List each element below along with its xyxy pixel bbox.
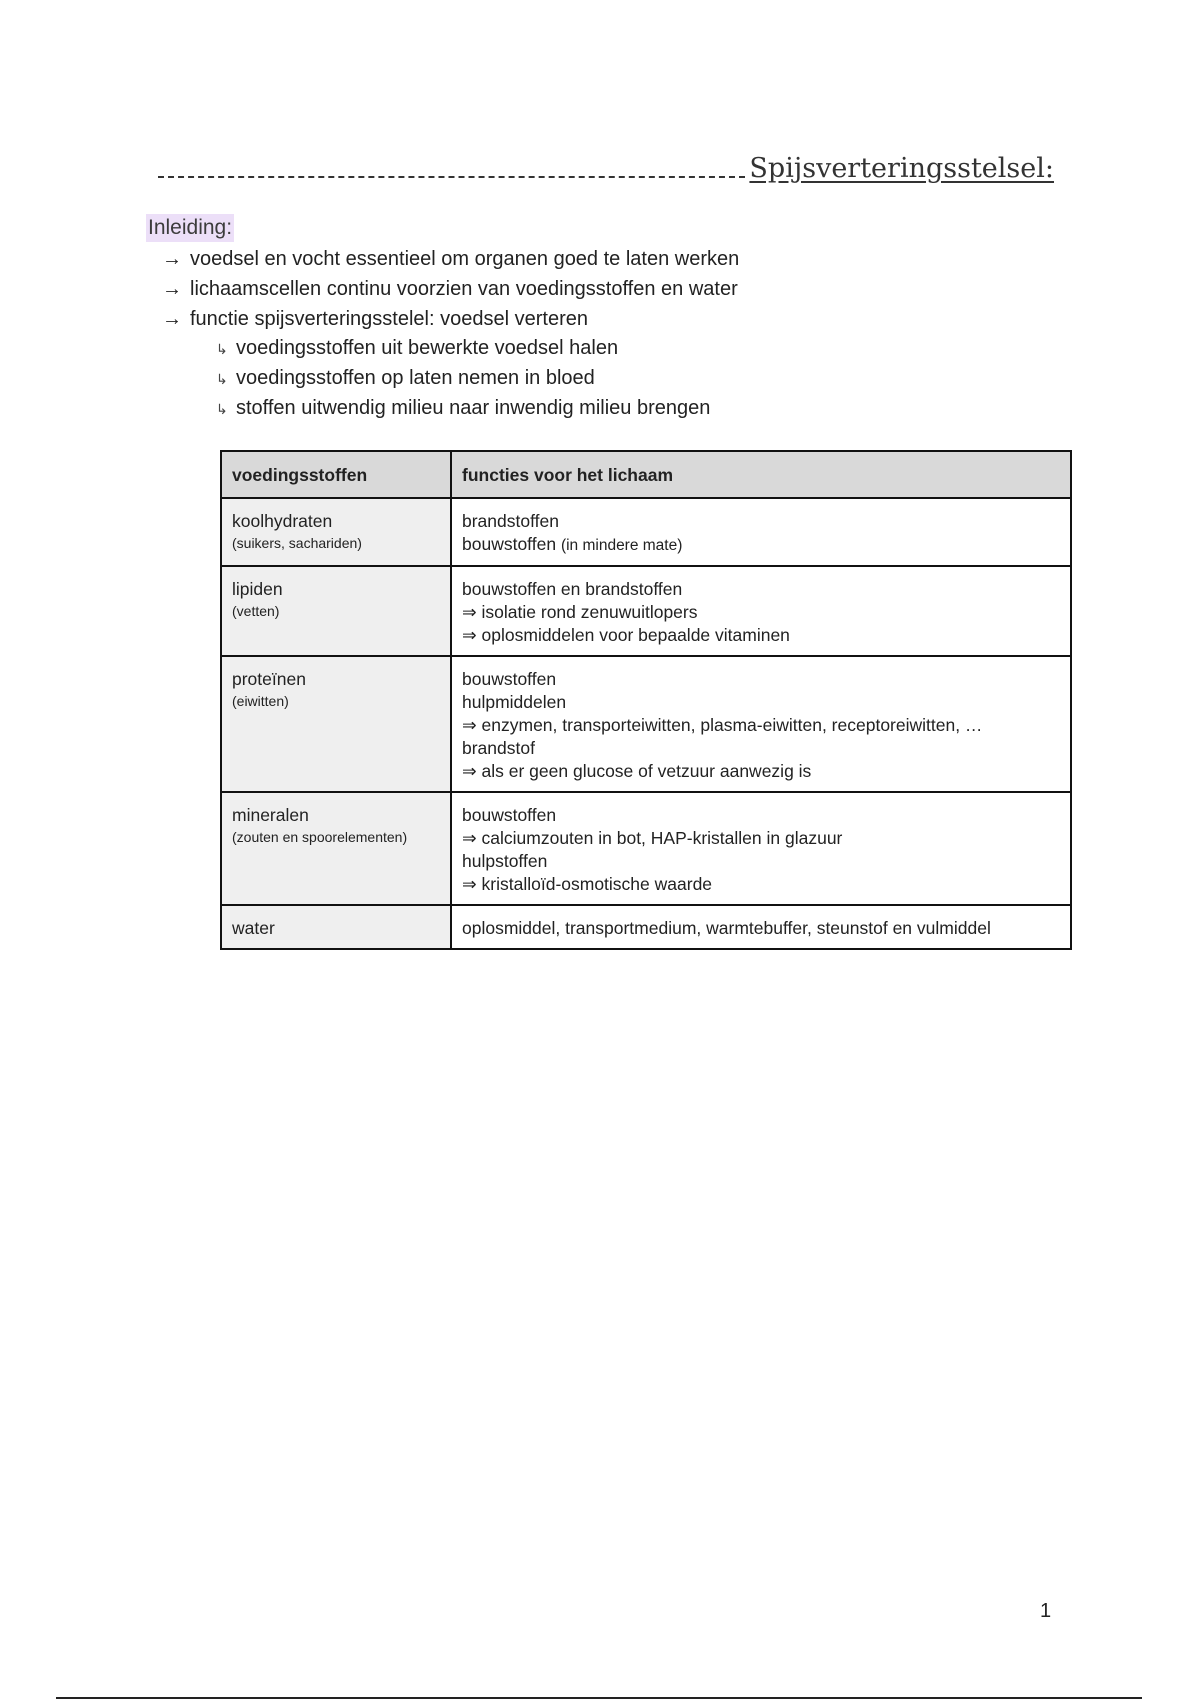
- nutrient-note: (suikers, sachariden): [232, 535, 362, 551]
- function-text: bouwstoffen: [462, 534, 557, 554]
- section-heading: Inleiding:: [146, 214, 234, 242]
- function-line: ⇒ enzymen, transporteiwitten, plasma-eiwitten, receptoreiwitten, …: [462, 715, 983, 735]
- column-header-nutrients: voedingsstoffen: [221, 451, 451, 498]
- page-title: Spijsverteringsstelsel:: [749, 153, 1054, 184]
- arrow-icon: →: [162, 308, 182, 330]
- function-note: (in mindere mate): [560, 537, 683, 554]
- footer-rule: [56, 1697, 1142, 1699]
- list-item: [162, 274, 739, 304]
- bullet-list: [162, 244, 739, 424]
- table-row: [221, 498, 1071, 566]
- function-line: brandstoffen: [462, 511, 559, 531]
- list-item: [162, 244, 739, 274]
- function-line: bouwstoffen: [462, 805, 557, 825]
- nutrient-note: (vetten): [232, 603, 280, 619]
- page-number: 1: [1040, 1600, 1052, 1622]
- return-arrow-icon: ↳: [216, 341, 228, 357]
- list-item-text: voedsel en vocht essentieel om organen goed te laten werken: [190, 248, 740, 270]
- nutrient-note: (eiwitten): [232, 693, 289, 709]
- return-arrow-icon: ↳: [216, 401, 228, 417]
- title-row: [158, 148, 1054, 184]
- nutrient-cell: [221, 656, 451, 792]
- nutrient-name: lipiden: [232, 579, 283, 599]
- function-line: brandstof: [462, 738, 535, 758]
- nutrient-name: proteïnen: [232, 669, 306, 689]
- nutrient-name: water: [232, 918, 275, 938]
- nutrient-name: koolhydraten: [232, 511, 333, 531]
- return-arrow-icon: ↳: [216, 371, 228, 387]
- list-item: [162, 304, 739, 334]
- function-cell: [451, 656, 1071, 792]
- function-line: [462, 533, 1060, 557]
- sub-list-item: [162, 394, 739, 424]
- function-line: ⇒ isolatie rond zenuwuitlopers: [462, 602, 698, 622]
- function-line: ⇒ als er geen glucose of vetzuur aanwezig is: [462, 761, 812, 781]
- list-item-text: lichaamscellen continu voorzien van voedingsstoffen en water: [190, 278, 738, 300]
- nutrient-note: (zouten en spoorelementen): [232, 829, 408, 845]
- nutrient-cell: [221, 498, 451, 566]
- function-cell: [451, 566, 1071, 656]
- table-row: [221, 905, 1071, 949]
- list-item-text: functie spijsverteringsstelel: voedsel verteren: [190, 308, 588, 330]
- table-header-row: [221, 451, 1071, 498]
- function-line: oplosmiddel, transportmedium, warmtebuffer, steunstof en vulmiddel: [462, 918, 991, 938]
- nutrients-table: [220, 450, 1072, 950]
- function-line: hulpmiddelen: [462, 692, 567, 712]
- function-line: ⇒ calciumzouten in bot, HAP-kristallen in glazuur: [462, 828, 843, 848]
- table-row: [221, 656, 1071, 792]
- function-line: ⇒ oplosmiddelen voor bepaalde vitaminen: [462, 625, 790, 645]
- sub-list-item-text: voedingsstoffen op laten nemen in bloed: [236, 367, 595, 389]
- nutrient-cell: [221, 905, 451, 949]
- function-line: bouwstoffen: [462, 669, 557, 689]
- function-line: bouwstoffen en brandstoffen: [462, 579, 683, 599]
- function-line: ⇒ kristalloïd-osmotische waarde: [462, 874, 713, 894]
- column-header-functions: functies voor het lichaam: [451, 451, 1071, 498]
- nutrient-cell: [221, 792, 451, 905]
- table-row: [221, 566, 1071, 656]
- sub-list-item: [162, 364, 739, 394]
- sub-list-item: [162, 334, 739, 364]
- function-cell: [451, 905, 1071, 949]
- sub-list-item-text: voedingsstoffen uit bewerkte voedsel halen: [236, 337, 619, 359]
- title-dashed-rule: [158, 176, 745, 178]
- arrow-icon: →: [162, 248, 182, 270]
- sub-list-item-text: stoffen uitwendig milieu naar inwendig milieu brengen: [236, 397, 711, 419]
- nutrient-name: mineralen: [232, 805, 309, 825]
- function-cell: [451, 498, 1071, 566]
- function-cell: [451, 792, 1071, 905]
- function-line: hulpstoffen: [462, 851, 548, 871]
- table-row: [221, 792, 1071, 905]
- nutrient-cell: [221, 566, 451, 656]
- arrow-icon: →: [162, 278, 182, 300]
